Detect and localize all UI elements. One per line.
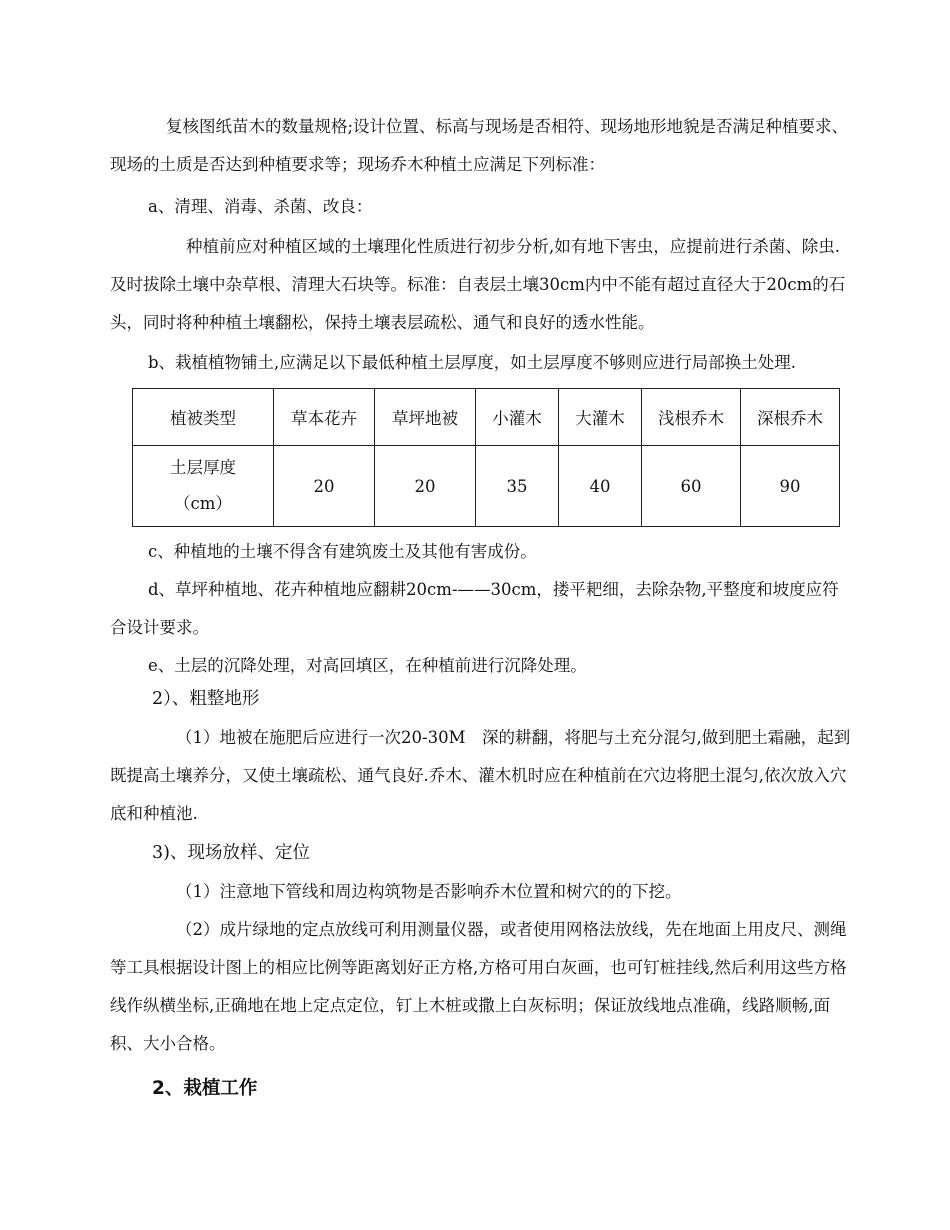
table-cell: 20 xyxy=(274,446,375,527)
rough-grading-body: （1）地被在施肥后应进行一次20-30M 深的耕翻，将肥与土充分混匀,做到肥土霜融，起到既提高土壤养分，又使土壤疏松、通气良好.乔木、灌木机时应在种植前在穴边将肥土混匀,依次放入穴底和种植池. xyxy=(110,728,851,823)
table-cell: 20 xyxy=(375,446,476,527)
table-cell: 90 xyxy=(741,446,840,527)
table-cell: 35 xyxy=(476,446,559,527)
table-row-label xyxy=(133,446,274,527)
table-header-cell: 植被类型 xyxy=(133,389,274,446)
paragraph-intro: 复核图纸苗木的数量规格;设计位置、标高与现场是否相符、现场地形地貌是否满足种植要求、现场的土质是否达到种植要求等；现场乔木种植土应满足下列标准： xyxy=(110,117,849,174)
soil-thickness-table xyxy=(132,388,840,527)
layout-item-2: （2）成片绿地的定点放线可利用测量仪器，或者使用网格法放线，先在地面上用皮尺、测绳等工具根据设计图上的相应比例等距离划好正方格,方格可用白灰画，也可钉桩挂线,然后利用这些方格线作纵横坐标,正确地在地上定点定位，钉上木桩或撒上白灰标明；保证放线地点准确，线路顺畅,面积、大小合格。 xyxy=(110,920,847,1053)
item-b: b、栽植植物铺土,应满足以下最低种植土层厚度，如土层厚度不够则应进行局部换土处理. xyxy=(148,353,797,372)
table-header-cell: 浅根乔木 xyxy=(642,389,741,446)
section-heading-rough-grading: 2）、粗整地形 xyxy=(152,689,260,709)
table-row xyxy=(133,446,840,527)
table-header-cell: 草坪地被 xyxy=(375,389,476,446)
item-a-body: 种植前应对种植区域的土壤理化性质进行初步分析,如有地下害虫，应提前进行杀菌、除虫.及时拔除土壤中杂草根、清理大石块等。标准：自表层土壤30cm内中不能有超过直径大于20cm的石头，同时将种种植土壤翻松，保持土壤表层疏松、通气和良好的透水性能。 xyxy=(110,237,846,332)
table-header-cell: 深根乔木 xyxy=(741,389,840,446)
item-e: e、土层的沉降处理，对高回填区，在种植前进行沉降处理。 xyxy=(148,656,587,675)
section-heading-planting: 2、栽植工作 xyxy=(152,1078,258,1099)
table-header-cell: 大灌木 xyxy=(559,389,642,446)
row-label-line2: （cm） xyxy=(174,494,232,513)
section-heading-layout: 3)、现场放样、定位 xyxy=(152,843,310,863)
item-a-heading: a、清理、消毒、杀菌、改良： xyxy=(148,197,373,216)
item-d: d、草坪种植地、花卉种植地应翻耕20cm-——30cm，搂平耙细，去除杂物,平整度和坡度应符合设计要求。 xyxy=(110,580,839,637)
table-header-row xyxy=(133,389,840,446)
table-cell: 60 xyxy=(642,446,741,527)
row-label-line1: 土层厚度 xyxy=(170,458,236,477)
table-cell: 40 xyxy=(559,446,642,527)
layout-item-1: （1）注意地下管线和周边构筑物是否影响乔木位置和树穴的的下挖。 xyxy=(176,882,682,901)
document-page xyxy=(110,108,855,1111)
item-c: c、种植地的土壤不得含有建筑废土及其他有害成份。 xyxy=(148,542,537,561)
table-header-cell: 草本花卉 xyxy=(274,389,375,446)
table-header-cell: 小灌木 xyxy=(476,389,559,446)
